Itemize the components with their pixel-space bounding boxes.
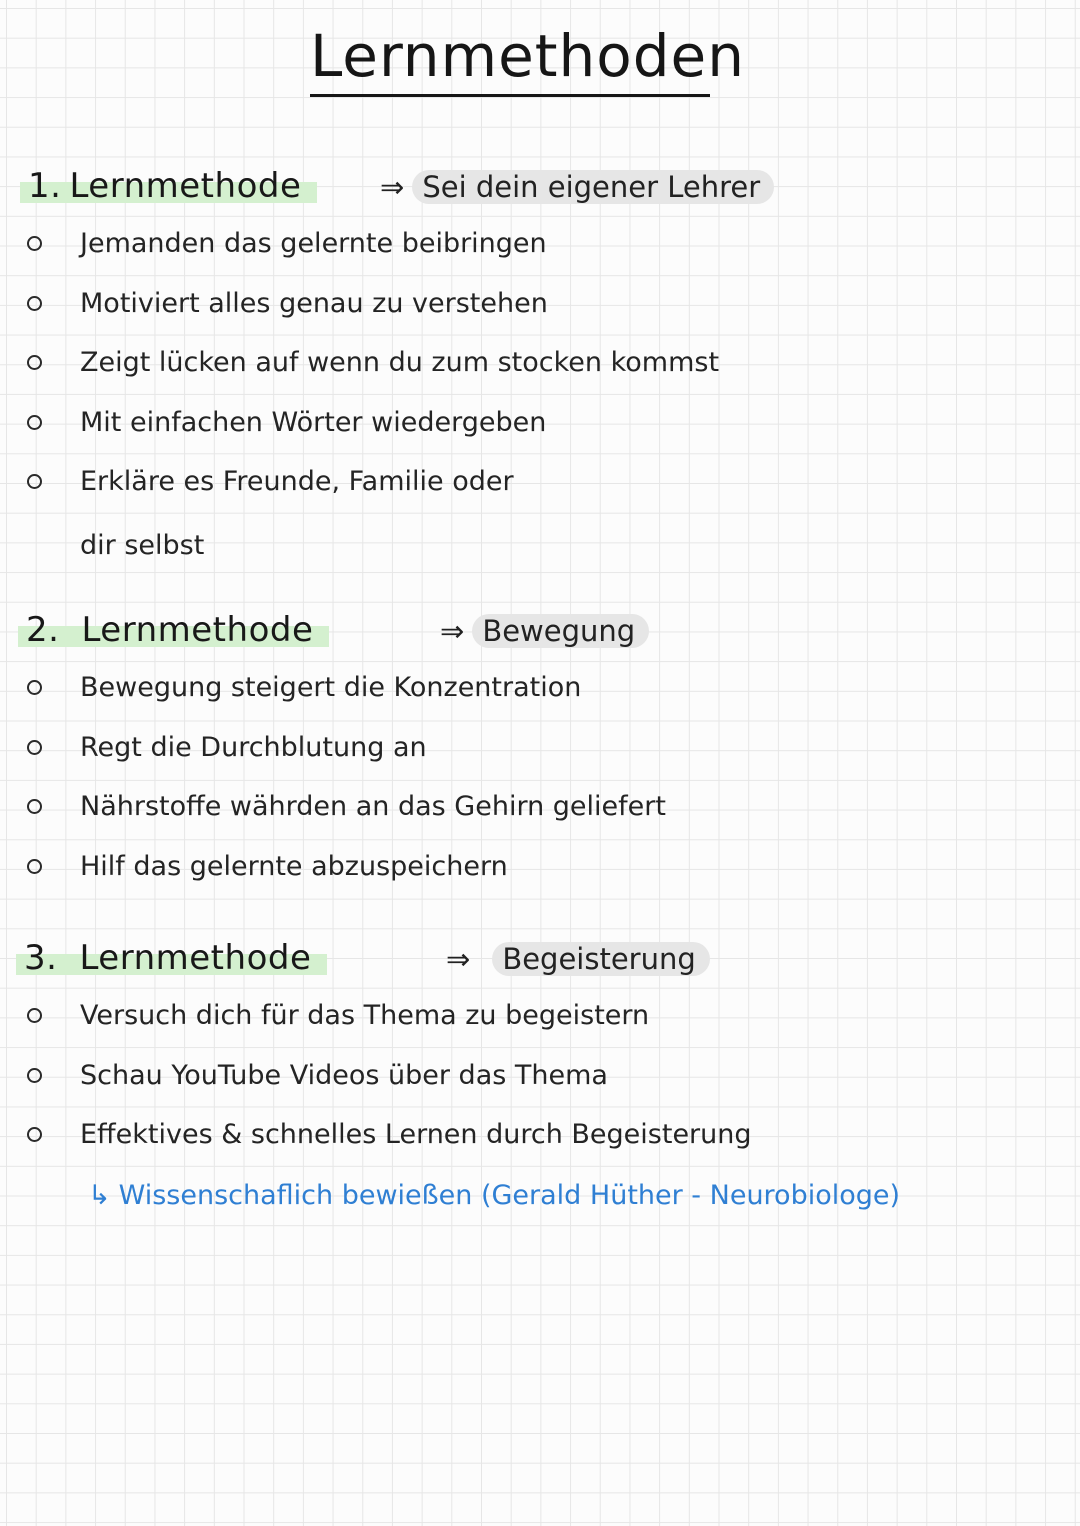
list-item-text: Regt die Durchblutung an xyxy=(80,731,427,763)
bullet-circle-icon xyxy=(27,296,42,311)
list-item-text: Jemanden das gelernte beibringen xyxy=(80,228,547,259)
section-3-note xyxy=(88,1176,900,1216)
list-item-text: Zeigt lücken auf wenn du zum stocken kommst xyxy=(80,347,720,378)
list-item xyxy=(0,214,1080,274)
list-item xyxy=(0,274,1080,334)
list-item xyxy=(0,452,1080,512)
list-item-text: Erkläre es Freunde, Familie oder xyxy=(80,466,514,497)
list-item-text: Hilf das gelernte abzuspeichern xyxy=(80,850,508,882)
bullet-circle-icon xyxy=(27,740,42,755)
section-3-topic-text: Begeisterung xyxy=(492,942,709,976)
bullet-circle-icon xyxy=(27,355,42,370)
bullet-circle-icon xyxy=(27,415,42,430)
list-item-text: Mit einfachen Wörter wiedergeben xyxy=(80,406,547,438)
bullet-circle-icon xyxy=(27,1127,42,1142)
section-3-label: Lernmethode xyxy=(79,938,312,978)
bullet-circle-icon xyxy=(27,859,42,874)
list-item xyxy=(0,1105,1080,1165)
list-item-text: Versuch dich für das Thema zu begeistern xyxy=(80,1000,650,1031)
list-item xyxy=(0,777,1080,837)
section-1-heading-row xyxy=(0,162,1080,212)
list-item xyxy=(0,393,1080,453)
list-item-text: Nährstoffe währden an das Gehirn geliefert xyxy=(80,791,666,822)
section-3-heading-row xyxy=(0,934,1080,984)
section-1-topic-text: Sei dein eigener Lehrer xyxy=(412,170,774,204)
implies-arrow-icon: ⇒ xyxy=(380,170,405,204)
bullet-circle-icon xyxy=(27,236,42,251)
list-item xyxy=(0,986,1080,1046)
section-3-list xyxy=(0,986,1080,1165)
section-3-note-text: Wissenschaflich bewießen (Gerald Hüther - Neurobiologe) xyxy=(118,1180,901,1211)
section-1-label: Lernmethode xyxy=(69,166,302,206)
section-2-heading-row xyxy=(0,606,1080,656)
section-1-heading xyxy=(20,166,317,206)
section-2-label: Lernmethode xyxy=(81,610,314,650)
list-item-text: Bewegung steigert die Konzentration xyxy=(80,672,582,703)
list-item xyxy=(0,718,1080,778)
list-item xyxy=(0,1046,1080,1106)
list-item xyxy=(0,658,1080,718)
section-2-number: 2. xyxy=(26,610,60,650)
list-item-text: Schau YouTube Videos über das Thema xyxy=(80,1059,608,1091)
implies-arrow-icon: ⇒ xyxy=(446,942,471,976)
section-3-heading xyxy=(16,938,327,978)
hook-arrow-icon: ↳ xyxy=(88,1180,111,1211)
section-1-number: 1. xyxy=(28,166,62,206)
bullet-circle-icon xyxy=(27,1008,42,1023)
list-item xyxy=(0,837,1080,897)
section-2-heading xyxy=(18,610,329,650)
bullet-circle-icon xyxy=(27,799,42,814)
section-1-list xyxy=(0,214,1080,512)
section-2-topic xyxy=(440,614,649,648)
bullet-circle-icon xyxy=(27,1068,42,1083)
bullet-circle-icon xyxy=(27,474,42,489)
implies-arrow-icon: ⇒ xyxy=(440,614,465,648)
bullet-circle-icon xyxy=(27,680,42,695)
page-title: Lernmethoden xyxy=(310,18,710,97)
section-1-continuation: dir selbst xyxy=(80,530,205,561)
list-item-text: Motiviert alles genau zu verstehen xyxy=(80,287,548,319)
section-3-number: 3. xyxy=(24,938,58,978)
list-item xyxy=(0,333,1080,393)
section-3-topic xyxy=(446,942,710,976)
section-2-topic-text: Bewegung xyxy=(472,614,649,648)
section-2-list xyxy=(0,658,1080,896)
section-1-topic xyxy=(380,170,774,204)
list-item-text: Effektives & schnelles Lernen durch Begeisterung xyxy=(80,1119,752,1150)
